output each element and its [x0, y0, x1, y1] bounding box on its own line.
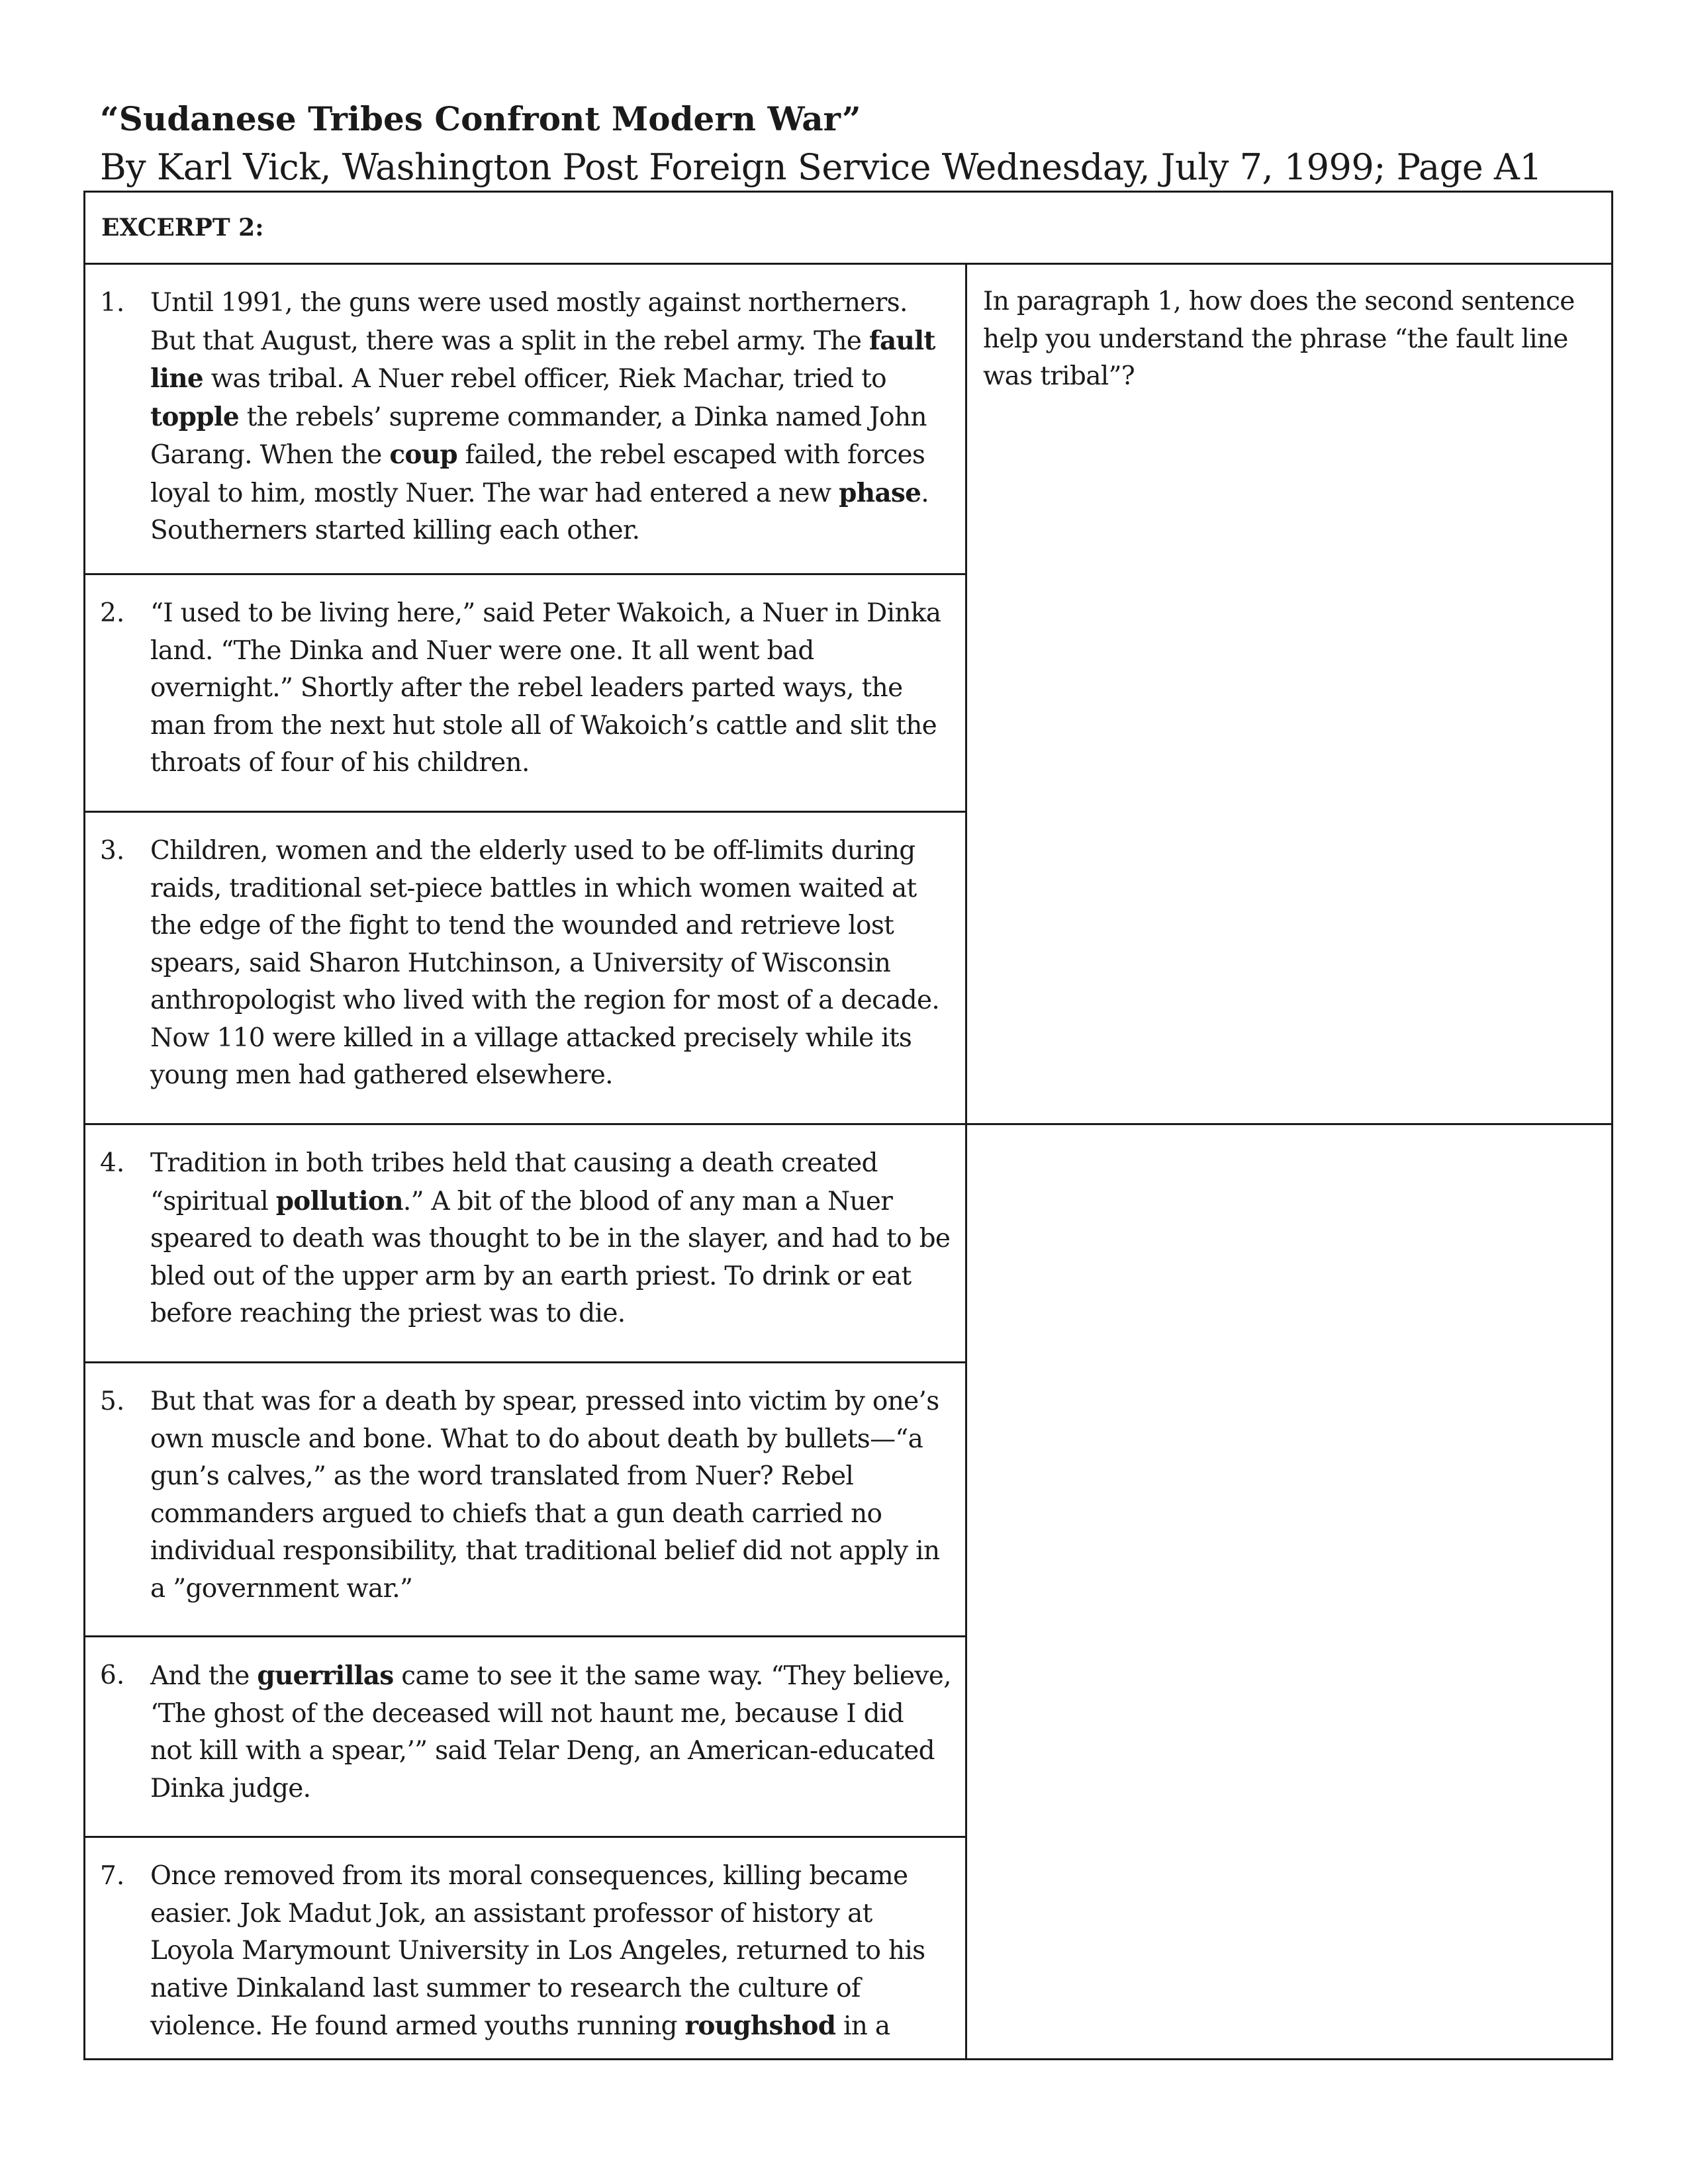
text-run: And the	[150, 1661, 258, 1691]
text-run: Children, women and the elderly used to be off-limits during raids, traditional set-piece battles in which women waited at the edge of the fight to tend the wounded and retrieve lost spears, said Sharon Hutchinson, a University of Wisconsin anthropologist who lived with the region for most of a decade. Now 110 were killed in a village attacked precisely while its young men had gathered elsewhere.	[150, 836, 940, 1090]
paragraph-cell	[85, 1837, 966, 2060]
question-cell-1[interactable]: In paragraph 1, how does the second sentence help you understand the phrase “the fault line was tribal”?	[966, 264, 1613, 1124]
article-byline: By Karl Vick, Washington Post Foreign Service Wednesday, July 7, 1999; Page A1	[100, 146, 1542, 188]
paragraph-7	[85, 1858, 952, 2046]
paragraph-text	[150, 1858, 952, 2046]
text-run: Until 1991, the guns were used mostly against northerners. But that August, there was a split in the rebel army. The	[150, 288, 908, 356]
paragraph-text	[150, 595, 952, 782]
text-run: “I used to be living here,” said Peter Wakoich, a Nuer in Dinka land. “The Dinka and Nuer were one. It all went bad overnight.” Shortly after the rebel leaders parted ways, the man from the next hut stole all of Wakoich’s cattle and slit the throats of four of his children.	[150, 598, 941, 778]
paragraph-3	[85, 833, 952, 1095]
article-title: “Sudanese Tribes Confront Modern War”	[100, 99, 861, 138]
paragraph-row	[85, 264, 1613, 574]
paragraph-4	[85, 1145, 952, 1333]
question-cell-2[interactable]	[966, 1124, 1613, 2060]
paragraph-text	[150, 1657, 952, 1807]
text-run: the rebels’ supreme commander, a Dinka named John Garang. When the	[150, 402, 927, 470]
paragraph-row	[85, 1124, 1613, 1363]
paragraph-6	[85, 1657, 952, 1807]
text-run: But that was for a death by spear, pressed into victim by one’s own muscle and bone. What to do about death by bullets—“a gun’s calves,” as the word translated from Nuer? Rebel commanders argued to chiefs that a gun death carried no individual responsibility, that traditional belief did not apply in a ”government war.”	[150, 1387, 940, 1604]
paragraph-cell	[85, 1363, 966, 1637]
paragraph-number: 2.	[100, 598, 125, 628]
paragraph-cell	[85, 812, 966, 1124]
paragraph-number: 6.	[100, 1661, 125, 1690]
paragraph-text	[150, 833, 952, 1095]
text-run: Once removed from its moral consequences, killing became easier. Jok Madut Jok, an assistant professor of history at Loyola Marymount University in Los Angeles, returned to his native Dinkaland last summer to research the culture of violence. He found armed youths running	[150, 1861, 925, 2041]
paragraph-5	[85, 1383, 952, 1608]
paragraph-cell	[85, 264, 966, 574]
text-run: .” A bit of the blood of any man a Nuer speared to death was thought to be in the slayer, and had to be bled out of the upper arm by an earth priest. To drink or eat before reaching the priest was to die.	[150, 1186, 951, 1328]
vocabulary-term: pollution	[275, 1185, 403, 1216]
paragraph-2	[85, 595, 952, 782]
vocabulary-term: coup	[389, 439, 457, 470]
excerpt-header-row	[85, 192, 1613, 264]
text-run: came to see it the same way. “They believe, ‘The ghost of the deceased will not haunt me, because I did not kill with a spear,’” said Telar Deng, an American-educated Dinka judge.	[150, 1661, 951, 1803]
text-run: was tribal. A Nuer rebel officer, Riek Machar, tried to	[203, 364, 886, 394]
excerpt-label: EXCERPT 2:	[85, 192, 1613, 264]
text-run: Tradition in both tribes held that causing a death created “spiritual	[150, 1148, 878, 1216]
paragraph-number: 4.	[100, 1148, 125, 1178]
excerpt-table	[83, 191, 1613, 2060]
paragraph-1	[85, 285, 952, 550]
paragraph-text	[150, 1383, 952, 1608]
text-run: failed, the rebel escaped with forces loyal to him, mostly Nuer. The war had entered a new	[150, 440, 925, 508]
paragraph-number: 5.	[100, 1387, 125, 1416]
vocabulary-term: roughshod	[684, 2011, 836, 2041]
text-run: . Southerners started killing each other.	[150, 478, 929, 545]
text-run: in a	[835, 2011, 890, 2041]
vocabulary-term: topple	[150, 401, 239, 432]
paragraph-number: 1.	[100, 288, 125, 318]
paragraph-cell	[85, 1124, 966, 1363]
paragraph-cell	[85, 574, 966, 812]
paragraph-number: 3.	[100, 836, 125, 866]
vocabulary-term: fault line	[150, 325, 935, 394]
paragraph-text	[150, 1145, 952, 1333]
paragraph-text	[150, 285, 952, 550]
vocabulary-term: phase	[839, 477, 921, 508]
vocabulary-term: guerrillas	[257, 1661, 394, 1691]
paragraph-cell	[85, 1637, 966, 1837]
paragraph-number: 7.	[100, 1861, 125, 1891]
